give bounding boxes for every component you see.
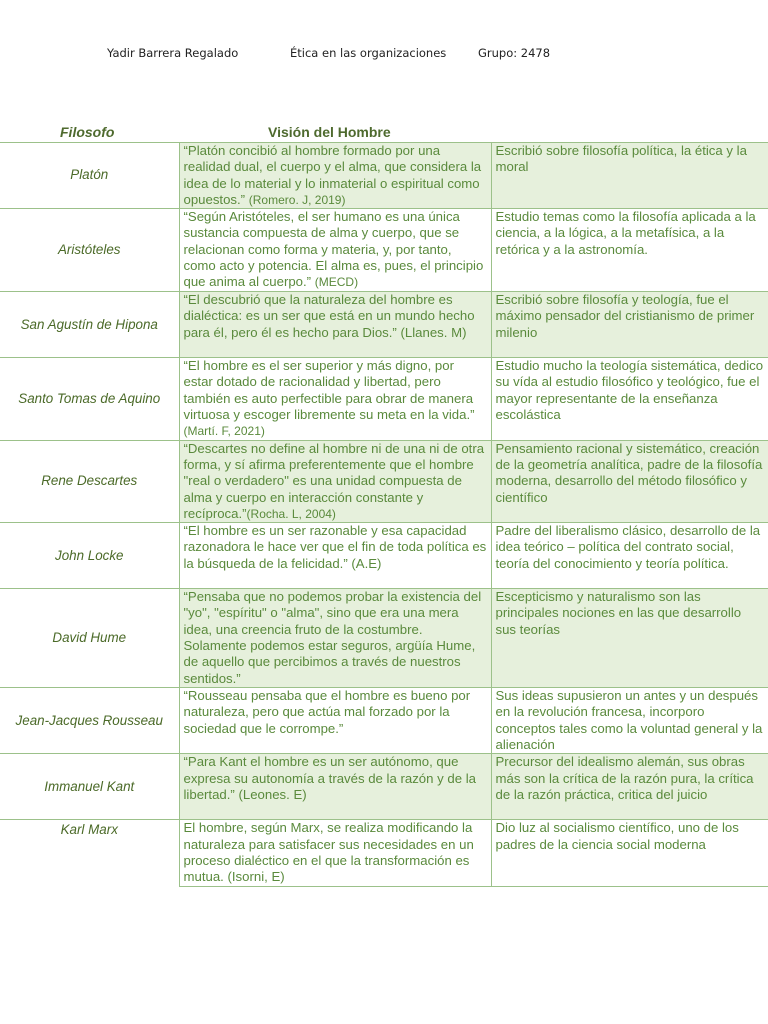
philosopher-name: Platón (0, 143, 179, 209)
vision-quote: “Descartes no define al hombre ni de una ni de otra forma, y sí afirma preferentemente que el hombre "real o verdadero" es una unidad compuesta de alma y cuerpo en interacción constante y recíproca.” (183, 440, 485, 521)
philosopher-name: Karl Marx (0, 820, 179, 886)
philosopher-name: Jean-Jacques Rousseau (0, 688, 179, 754)
contribution-cell: Dio luz al socialismo científico, uno de los padres de la ciencia social moderna (491, 820, 768, 886)
philosopher-name: David Hume (0, 589, 179, 688)
contribution-cell: Padre del liberalismo clásico, desarrollo de la idea teórico – política del contrato social, teoría del conocimiento y teoría política. (491, 523, 768, 589)
column-header-vision: Visión del Hombre (268, 124, 391, 140)
vision-quote: El hombre, según Marx, se realiza modificando la naturaleza para satisfacer sus necesidades en un proceso dialéctico en el que la transformación es mutua. (183, 820, 474, 885)
table-row (0, 440, 768, 522)
table-row (0, 523, 768, 589)
citation: (Romero. J, 2019) (248, 192, 346, 207)
document-header (0, 46, 768, 66)
philosopher-name: Immanuel Kant (0, 754, 179, 820)
column-header-philosopher: Filosofo (60, 124, 115, 140)
table-row (0, 358, 768, 440)
vision-cell (179, 440, 491, 522)
vision-quote: “El hombre es un ser razonable y esa capacidad razonadora le hace ver que el fin de toda política es la búsqueda de la felicidad.” (183, 523, 487, 571)
citation: (Martí. F, 2021) (183, 424, 265, 439)
vision-cell (179, 820, 491, 886)
philosopher-name: San Agustín de Hipona (0, 292, 179, 358)
contribution-cell: Pensamiento racional y sistemático, creación de la geometría analítica, padre de la filosofía moderna, desarrollo del método filosófico y científico (491, 440, 768, 522)
vision-cell: “Pensaba que no podemos probar la existencia del "yo", "espíritu" o "alma", sino que era una mera idea, una creencia fruto de la costumbre. Solamente podemos estar seguros, argüía Hume, de aquello que percibimos a través de nuestros sentidos.” (179, 589, 491, 688)
contribution-cell: Estudio mucho la teología sistemática, dedico su vída al estudio filosófico y teológico, fue el mayor representante de la enseñanza escolástica (491, 358, 768, 440)
vision-cell (179, 523, 491, 589)
contribution-cell: Estudio temas como la filosofía aplicada a la ciencia, a la lógica, a la metafísica, a la retórica y a la astronomía. (491, 209, 768, 292)
citation: (Isorni, E) (227, 869, 285, 885)
vision-quote: “Platón concibió al hombre formado por una realidad dual, el cuerpo y el alma, que considera la idea de lo material y lo inmaterial o espiritual como opuestos.” (183, 143, 482, 207)
table-row (0, 589, 768, 688)
citation: (Llanes. M) (400, 324, 467, 340)
philosopher-name: Aristóteles (0, 209, 179, 292)
vision-cell (179, 358, 491, 440)
table-row (0, 209, 768, 292)
course-name: Ética en las organizaciones (290, 46, 447, 60)
vision-cell (179, 209, 491, 292)
citation: (MECD) (314, 275, 359, 290)
table-row (0, 754, 768, 820)
vision-cell (179, 754, 491, 820)
philosopher-name: Rene Descartes (0, 440, 179, 522)
table-row (0, 292, 768, 358)
philosopher-name: Santo Tomas de Aquino (0, 358, 179, 440)
philosophers-table (0, 142, 768, 887)
table-row (0, 143, 768, 209)
contribution-cell: Escribió sobre filosofía política, la ética y la moral (491, 143, 768, 209)
vision-quote: “Según Aristóteles, el ser humano es una única sustancia compuesta de alma y cuerpo, que se relacionan como forma y materia, y, por tanto, como acto y potencia. El alma es, pues, el principio que anima al cuerpo.” (183, 209, 484, 290)
table-row (0, 820, 768, 886)
vision-cell (179, 292, 491, 358)
group-number: Grupo: 2478 (478, 46, 551, 60)
vision-cell (179, 143, 491, 209)
vision-cell: “Rousseau pensaba que el hombre es bueno por naturaleza, pero que actúa mal forzado por la sociedad que le corrompe.” (179, 688, 491, 754)
contribution-cell: Sus ideas supusieron un antes y un después en la revolución francesa, incorporo conceptos tales como la voluntad general y la alienación (491, 688, 768, 754)
author-name: Yadir Barrera Regalado (107, 46, 239, 60)
citation: (Rocha. L, 2004) (246, 506, 336, 521)
citation: (A.E) (351, 555, 382, 571)
contribution-cell: Escribió sobre filosofía y teología, fue el máximo pensador del cristianismo de primer milenio (491, 292, 768, 358)
vision-quote: “El hombre es el ser superior y más digno, por estar dotado de racionalidad y libertad, pero también es auto perfectible para obrar de manera virtuosa y escoger libremente su meta en la vida.” (183, 358, 475, 423)
contribution-cell: Escepticismo y naturalismo son las principales nociones en las que desarrollo sus teorías (491, 589, 768, 688)
contribution-cell: Precursor del idealismo alemán, sus obras más son la crítica de la razón pura, la crítica de la razón práctica, critica del juicio (491, 754, 768, 820)
vision-quote: “Para Kant el hombre es un ser autónomo, que expresa su autonomía a través de la razón y de la libertad.” (183, 754, 476, 802)
philosopher-name: John Locke (0, 523, 179, 589)
citation: (Leones. E) (238, 786, 307, 802)
table-row (0, 688, 768, 754)
vision-quote: “El descubrió que la naturaleza del hombre es dialéctica: es un ser que está en un mundo hecho para él, pero él es hecho para Dios.” (183, 292, 475, 340)
